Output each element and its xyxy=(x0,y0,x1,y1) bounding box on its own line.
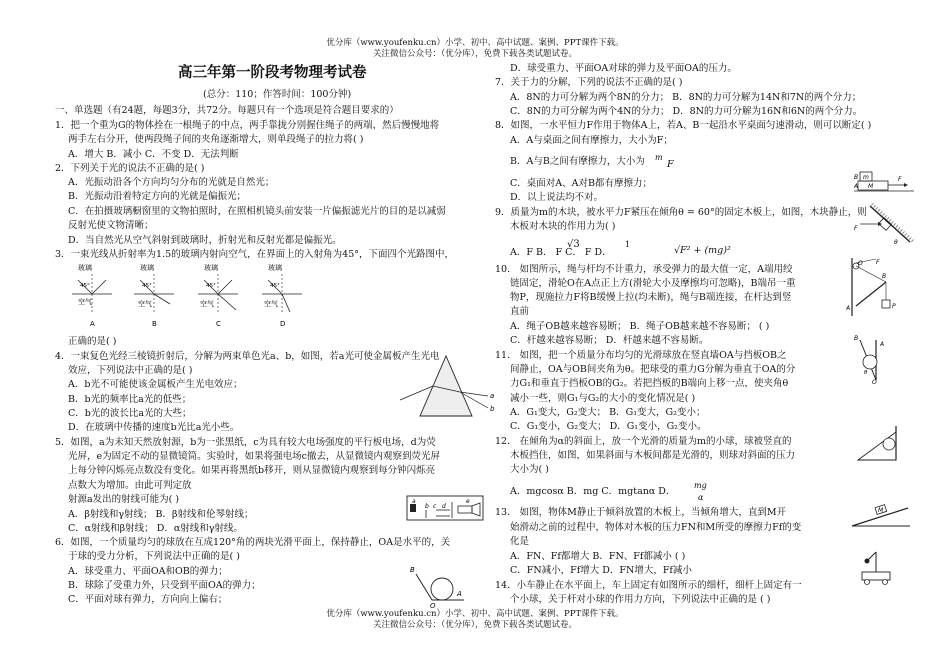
ball-shape xyxy=(431,578,453,600)
option-line: C．FN减小，Ff增大 D．FN增大，Ff减小 xyxy=(510,565,692,576)
fig4-label-b: b xyxy=(490,405,495,413)
option-line: C．在拍摄玻璃橱窗里的文物拍照时，在照相机镜头前安装一片偏振滤光片的目的是以减弱 xyxy=(68,206,446,217)
option-line: A．球受重力、平面OA和OB的弹力； xyxy=(68,566,228,577)
fig5-label-e: e xyxy=(466,498,470,505)
rod xyxy=(856,282,886,306)
q12-denominator: α xyxy=(698,493,704,502)
fig8-label-a: A xyxy=(854,183,859,190)
header-line-2: 关注微信公众号：（优分库），免费下载各类试题试卷。 xyxy=(372,49,577,59)
fig4-label-a: a xyxy=(490,392,495,400)
option-line: 反射光使文物清晰； xyxy=(68,220,154,231)
option-line: A．FN、Ff都增大 B．FN、Ff都减小 ( ) xyxy=(510,551,686,562)
question-line: 12． 在倾角为α的斜面上，放一个光滑的质量为m的小球，球被竖直的 xyxy=(495,436,792,447)
question-line: 于球的受力分析，下列说法中正确的是( ) xyxy=(68,551,240,562)
fig3-caption-c: C xyxy=(216,320,221,328)
fig10-label-o: O xyxy=(858,260,863,267)
fig3-angle-label: 45° xyxy=(80,283,90,289)
option-line: D．在玻璃中传播的速度b光比a光小些。 xyxy=(68,422,240,433)
fig9-incline xyxy=(850,202,920,248)
question-line: 正确的是( ) xyxy=(68,336,117,347)
question-line: 8．如图，一水平恒力F作用于物体A上，若A、B一起沿水平桌面匀速滑动，则可以断定( ) xyxy=(495,120,872,131)
fig3-air-label: 空气 xyxy=(200,300,214,308)
fig5-apparatus xyxy=(406,494,486,522)
option-line: A．绳子OB越来越容易断； B．绳子OB越来越不容易断； ( ) xyxy=(510,321,770,332)
fig8-label-M: M xyxy=(868,183,874,190)
question-line: 14．小车静止在水平面上，车上固定有如图所示的细杆，细杆上固定有一 xyxy=(495,580,802,591)
question-line: 个小球，关于杆对小球的作用力方向，下列说法中正确的是 ( ) xyxy=(510,594,771,605)
question-line: 6．如图，一个质量均匀的球放在互成120°角的两块光滑平面上，保持静止，OA是水平的，关 xyxy=(55,537,451,548)
q9-one: 1 xyxy=(625,240,631,249)
question-line: 13． 如图，物体M静止于倾斜放置的木板上，当倾角增大，直到M开 xyxy=(495,507,787,518)
footer-line-1: 优分库（www.youfenku.cn）小学、初中、高中试题、案例、PPT课件下载。 xyxy=(326,609,624,619)
fig9-label-theta: θ xyxy=(894,239,898,246)
option-line: C．8N的力可分解为两个4N的分力； D．8N的力可分解为16N和6N的两个分力。 xyxy=(510,106,863,117)
fig11-label-a: A xyxy=(880,341,885,348)
fig3-light-paths xyxy=(72,262,322,334)
ball-shape xyxy=(883,438,895,450)
option-line: A．mgcosα B．mg C．mgtanα D． xyxy=(510,486,676,497)
section-heading: 一、单选题（有24题，每题3分，共72分。每题只有一个选项是符合题目要求的） xyxy=(55,105,399,116)
fig5-label-d: d xyxy=(442,503,446,510)
question-line: 物P，现施拉力F将B缓慢上拉(均未断)，绳与B端连接，在杆达到竖 xyxy=(510,292,792,303)
fig3-glass-label: 玻璃 xyxy=(140,264,154,272)
question-line: 间静止，OA与OB间夹角为θ。把球受的重力G分解为垂直于OA的分 xyxy=(510,364,796,375)
option-line: A．b光不可能使该金属板产生光电效应； xyxy=(68,379,243,390)
fig8-label-b: B xyxy=(854,174,859,181)
question-line: 光屏，e为固定不动的显微镜筒。实验时，如果将强电场c撤去，从显微镜内观察到荧光屏 xyxy=(68,451,440,462)
question-line: 11． 如图，把一个质量分布均匀的光滑球放在竖直墙OA与挡板OB之 xyxy=(495,350,787,361)
option-line: A．F B． F C． F D． xyxy=(510,247,612,258)
fig3-air-label: 空气 xyxy=(78,298,92,306)
fig13-label-m: M xyxy=(878,507,884,514)
question-line: 5．如图，a为未知天然放射源，b为一张黑纸，c为具有较大电场强度的平行板电场，d为荧 xyxy=(55,437,436,448)
option-line: D．以上说法均不对。 xyxy=(510,192,604,203)
question-line: 2．下列关于光的说法不正确的是( ) xyxy=(55,163,205,174)
option-line: A．8N的力可分解为两个8N的分力； B．8N的力可分解为14N和7N的两个分力； xyxy=(510,92,862,103)
option-line: C．杆越来越容易断； D．杆越来越不容易断。 xyxy=(510,335,709,346)
q9-sqrt3: √3 xyxy=(567,239,580,250)
option-line: B．b光的频率比a光的低些； xyxy=(68,394,192,405)
option-line: D．球受重力、平面OA对球的弹力及平面OA的压力。 xyxy=(510,63,737,74)
question-line: 木板对木块的作用力为( ) xyxy=(510,221,616,232)
q8-fraction-m: m xyxy=(655,153,663,162)
option-line: A．增大 B．减小 C．不变 D．无法判断 xyxy=(68,149,239,160)
question-line: 直前 xyxy=(510,306,530,317)
question-line: 上每分钟闪烁亮点数没有变化。如果再将黑纸b移开，则从显微镜内观察到每分钟闪烁亮 xyxy=(68,465,436,476)
fig3-glass-label: 玻璃 xyxy=(268,264,282,272)
question-line: 两手左右分开，使两段绳子间的夹角逐渐增大，则单段绳子的拉力将( ) xyxy=(68,134,364,145)
option-line: C．α射线和β射线； D．α射线和γ射线。 xyxy=(68,523,243,534)
footer-line-2: 关注微信公众号：（优分库），免费下载各类试题试卷。 xyxy=(372,620,577,630)
option-line: A．A与桌面之间有摩擦力，大小为F； xyxy=(510,135,673,146)
fig11-label-o: O xyxy=(872,379,877,384)
option-line: C．桌面对A、A对B都有摩擦力； xyxy=(510,178,652,189)
question-line: 始滑动之前的过程中，物体对木板的压力FN和M所受的摩擦力Ff的变 xyxy=(510,522,802,533)
fig3-air-label: 空气 xyxy=(264,300,278,308)
page-title: 高三年第一阶段考物理考试卷 xyxy=(178,65,367,81)
q8-fraction-F: F xyxy=(667,159,674,170)
question-line: 化是 xyxy=(510,536,530,547)
question-line: 3．一束光线从折射率为1.5的玻璃内射向空气，在界面上的入射角为45°，下面四个光路图中， xyxy=(55,249,454,260)
fig5-label-b: b xyxy=(425,503,429,510)
fig10-label-p: P xyxy=(892,303,896,310)
fig3-glass-label: 玻璃 xyxy=(78,264,92,272)
fig4-prism xyxy=(398,352,498,427)
question-line: 减小一些，则G₁与G₂的大小的变化情况是( ) xyxy=(510,393,696,404)
fig12-slope-ball xyxy=(856,424,900,462)
fig8-label-m: m xyxy=(863,174,869,181)
fig6-label-o: O xyxy=(430,602,436,608)
question-line: 链固定，滑轮O在A点正上方(滑轮大小及摩擦均可忽略)，B端吊一重 xyxy=(510,278,796,289)
ball-shape xyxy=(865,559,870,564)
question-line: 4．一束复色光经三棱镜折射后，分解为两束单色光a、b，如图，若a光可使金属板产生光电 xyxy=(55,351,440,362)
option-line: A．光振动沿各个方向均匀分布的光就是自然光； xyxy=(68,177,275,188)
fig3-caption-b: B xyxy=(152,320,157,328)
fig3-angle-label: 45° xyxy=(270,283,280,289)
fig8-blocks xyxy=(854,168,924,194)
fig3-glass-label: 玻璃 xyxy=(204,264,218,272)
fig3-caption-a: A xyxy=(90,320,95,328)
q12-numerator: mg xyxy=(694,481,707,490)
prism-shape xyxy=(420,356,472,416)
fig3-panel-b xyxy=(134,263,174,328)
fig10-label-b: B xyxy=(882,273,887,280)
question-line: 大小为( ) xyxy=(510,464,549,475)
question-line: 点数大为增加。由此可判定放 xyxy=(68,480,192,491)
fig5-label-a: a xyxy=(412,498,416,505)
option-line: C．平面对球有弹力，方向向上偏右； xyxy=(68,594,228,605)
fig3-caption-d: D xyxy=(280,320,286,328)
option-line: C．G₁变小，G₂变大； D．G₁变小，G₂变小。 xyxy=(510,421,707,432)
fig11-label-theta: θ xyxy=(864,370,868,376)
question-line: 1．把一个重为G的物体拴在一根绳子的中点，两手靠拢分别握住绳子的两端，然后慢慢地将 xyxy=(55,120,440,131)
fig3-angle-label: 45° xyxy=(142,283,152,289)
fig6-ball-planes xyxy=(402,562,466,608)
question-line: 木板挡住，如图，如果斜面与木板间都是光滑的，则球对斜面的压力 xyxy=(510,450,796,461)
option-line: B．光振动沿着特定方向的光就是偏振光； xyxy=(68,191,246,202)
option-line: D．当自然光从空气斜射到玻璃时，折射光和反射光都是偏振光。 xyxy=(68,235,342,246)
option-line: B．A与B之间有摩擦力，大小为 xyxy=(510,156,645,167)
fig5-label-c: c xyxy=(433,503,437,510)
fig6-label-b: B xyxy=(410,566,415,574)
fig3-panel-c xyxy=(198,263,238,328)
fig3-panel-a xyxy=(72,263,112,328)
fig3-panel-d xyxy=(262,263,302,328)
question-line: 力G₁和垂直于挡板OB的G₂。若把挡板的B端向上移一点，使夹角θ xyxy=(510,378,789,389)
page-subtitle: (总分：110；作答时间：100分钟) xyxy=(203,89,352,100)
fig10-label-f: F xyxy=(876,259,880,266)
fig14-cart xyxy=(858,548,894,586)
fig11-label-b: B xyxy=(854,335,859,342)
option-line: B．球除了受重力外，只受到平面OA的弹力； xyxy=(68,580,261,591)
question-line: 10． 如图所示，绳与杆均不计重力，承受弹力的最大值一定，A端用绞 xyxy=(495,264,793,275)
option-line: A．β射线和γ射线； B．β射线和伦琴射线； xyxy=(68,509,254,520)
option-line: C．b光的波长比a光的大些； xyxy=(68,408,192,419)
fig11-wall-board xyxy=(852,332,902,384)
question-line: 射源a发出的射线可能为( ) xyxy=(68,494,180,505)
q9-option-d: √F² + (mg)² xyxy=(674,245,731,256)
fig6-label-a: A xyxy=(457,590,462,598)
question-line: 9．质量为m的木块，被水平力F紧压在倾角θ = 60°的固定木板上，如图，木块静止，则 xyxy=(495,207,867,218)
fig9-label-f: F xyxy=(854,225,858,232)
fig10-rod-pulley xyxy=(846,256,916,318)
question-line: 7．关于力的分解，下列的说法不正确的是( ) xyxy=(495,77,683,88)
question-line: 效应，下列说法中正确的是( ) xyxy=(68,365,193,376)
fig10-label-a: A xyxy=(846,305,851,312)
fig3-angle-label: 45° xyxy=(206,283,216,289)
fig13-tilted-plank xyxy=(850,498,912,528)
header-line-1: 优分库（www.youfenku.cn）小学、初中、高中试题、案例、PPT课件下载。 xyxy=(326,38,624,48)
option-line: A．G₁变大，G₂变大； B．G₁变大，G₂变小； xyxy=(510,407,706,418)
fig8-label-f: F xyxy=(898,176,902,183)
fig3-air-label: 空气 xyxy=(138,300,152,308)
